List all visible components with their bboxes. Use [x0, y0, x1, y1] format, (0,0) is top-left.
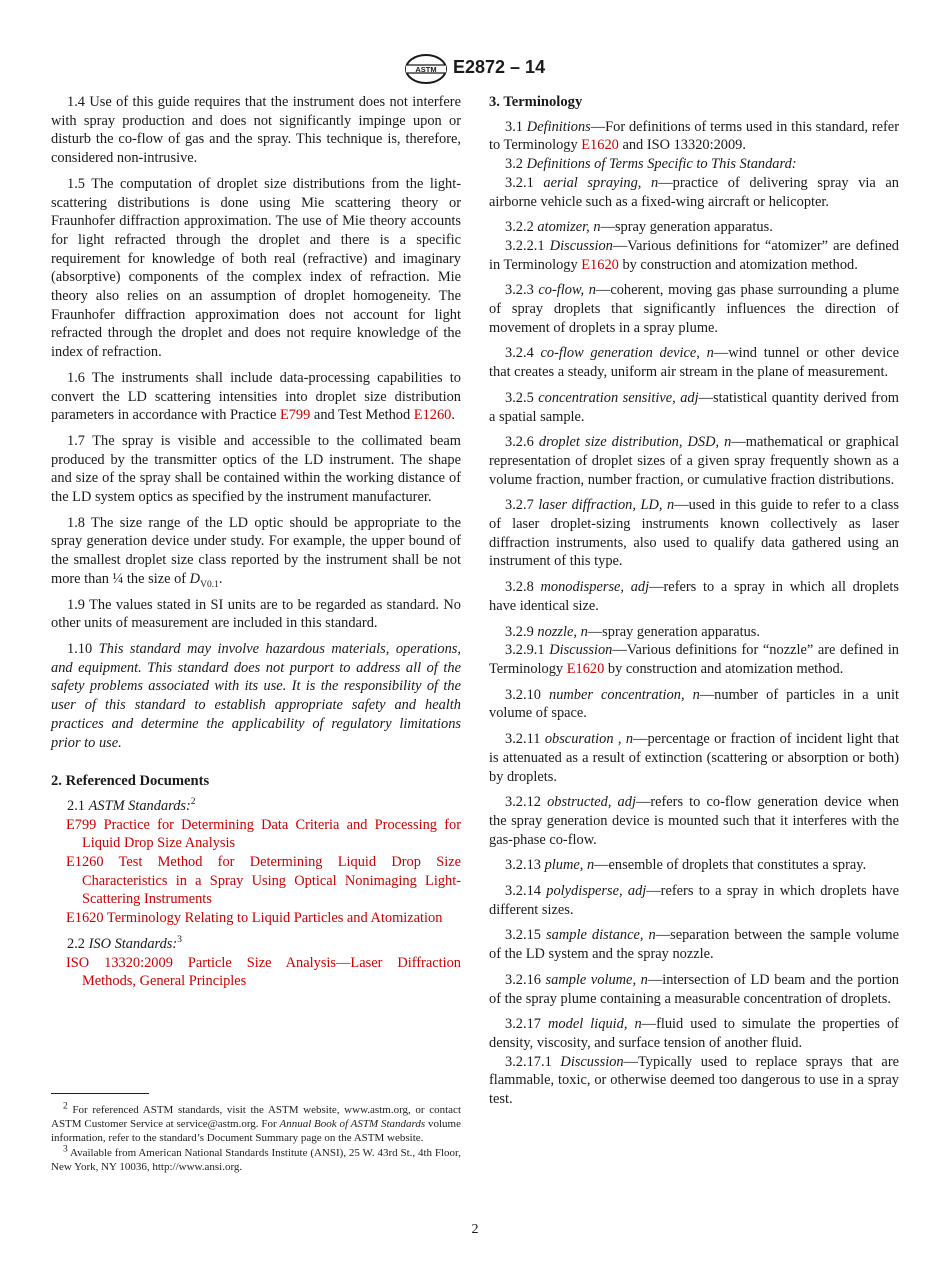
- definition-number: 3.2.7: [505, 497, 539, 514]
- para-1-7: 1.7 The spray is visible and accessible to the collimated beam produced by the transmitter optics of the LD instrument. The shape and size of the spray shall be contained within the working distance of the LD system optics as specified by the instrument manufacturer.: [51, 432, 461, 506]
- definition-text: —Typically used to replace sprays that are flammable, toxic, or otherwise deemed too dangerous to use in a spray test.: [489, 1053, 900, 1108]
- definition-item: [489, 882, 899, 919]
- definition-term: concentration sensitive, adj: [538, 389, 699, 406]
- link-e1620[interactable]: E1620: [566, 660, 605, 677]
- definition-term: model liquid, n: [548, 1016, 642, 1033]
- reference-title[interactable]: Terminology Relating to Liquid Particles and Atomization: [103, 910, 443, 927]
- definition-number: 3.2.3: [505, 282, 539, 299]
- definition-item: [489, 389, 899, 426]
- reference-item: [51, 816, 461, 853]
- reference-title[interactable]: Practice for Determining Data Criteria and Processing for Liquid Drop Size Analysis: [82, 816, 461, 852]
- definition-item: [489, 1015, 899, 1052]
- definition-item: [489, 926, 899, 963]
- definition-item: [489, 218, 899, 237]
- section-3-heading: 3. Terminology: [489, 94, 583, 110]
- para-1-6: 1.6 The instruments shall include data-processing capabilities to convert the LD scattering intensities into droplet size distribution parameters in accordance with Practice E799 and Test Method E1260.: [51, 369, 461, 424]
- reference-title[interactable]: Test Method for Determining Liquid Drop Size Characteristics in a Spray Using Optical Nonimaging Light-Scattering Instruments: [82, 854, 461, 908]
- section-2-heading: 2. Referenced Documents: [51, 773, 210, 790]
- definition-item: [489, 641, 899, 678]
- link-e799[interactable]: E799: [279, 407, 311, 424]
- definition-text: —spray generation apparatus.: [600, 219, 773, 236]
- footnote-2: $^2$ For referenced ASTM standards, visit the ASTM website, www.astm.org, or contact ASTM Customer Service at service@astm.org. For Annual Book of ASTM Standards volume information, refer to the standard’s Document Summary page on the ASTM website.: [51, 1101, 461, 1144]
- definition-term: obscuration , n: [544, 731, 634, 748]
- reference-code-link[interactable]: E799: [66, 816, 97, 833]
- definition-text: —wind tunnel or other device that creates a steady, uniform air stream in the plane of measurement.: [489, 345, 899, 381]
- para-3-1: 3.1 Definitions—For definitions of terms used in this standard, refer to Terminology E1620 and ISO 13320:2009.: [489, 118, 899, 154]
- para-2-2: 2.2 ISO Standards:$^3$: [67, 935, 182, 952]
- definition-number: 3.2.10: [505, 686, 550, 703]
- definition-item: [489, 578, 899, 615]
- definition-term: number concentration, n: [549, 686, 700, 703]
- para-1-8: 1.8 The size range of the LD optic should be appropriate to the spray generation device under study. For example, the upper bound of the smallest droplet size class reported by the instrument shall be not more than ¼ the size of $D_{V0.1}$.: [51, 514, 461, 590]
- reference-code-link[interactable]: ISO 13320:2009: [66, 954, 173, 971]
- definition-term: co-flow, n: [538, 282, 596, 299]
- definition-text: —Various definitions for “atomizer” are defined in Terminology: [489, 237, 900, 273]
- definition-item: [489, 344, 899, 381]
- definition-item: [489, 730, 899, 786]
- definition-number: 3.2.5: [505, 389, 539, 406]
- definition-number: 3.2.9.1: [505, 642, 550, 659]
- definition-number: 3.2.13: [505, 857, 545, 874]
- definition-text: —statistical quantity derived from a spatial sample.: [489, 389, 899, 425]
- definition-term: Discussion: [560, 1053, 624, 1070]
- definition-number: 3.2.12: [505, 794, 548, 811]
- definition-item: [489, 496, 899, 571]
- definition-item: [489, 856, 899, 875]
- definition-number: 3.2.17: [505, 1016, 549, 1033]
- definition-term: nozzle, n: [537, 623, 588, 640]
- document-id: E2872 – 14: [453, 57, 546, 77]
- definition-item: [489, 174, 899, 211]
- iso-reference-list: [51, 954, 461, 991]
- definition-number: 3.2.2.1: [505, 237, 550, 254]
- para-1-4: 1.4 Use of this guide requires that the instrument does not interfere with spray production and does not significantly impinge upon or disturb the co-flow of gas and the spray. This technique is, therefore, considered non-intrusive.: [51, 94, 461, 167]
- definition-term: Discussion: [549, 237, 613, 254]
- definition-term: atomizer, n: [537, 219, 601, 236]
- definition-item: [489, 433, 899, 489]
- definition-text: —intersection of LD beam and the portion of the spray plume containing a measurable concentration of droplets.: [489, 971, 899, 1007]
- link-e1260[interactable]: E1260: [413, 407, 452, 424]
- definition-list: [489, 174, 899, 1109]
- svg-text:ASTM: ASTM: [415, 65, 437, 74]
- definition-number: 3.2.14: [505, 883, 547, 900]
- definition-number: 3.2.2: [505, 219, 538, 236]
- definition-text: by construction and atomization method.: [604, 660, 844, 677]
- footnote-3: $^3$ Available from American National Standards Institute (ANSI), 25 W. 43rd St., 4th Floor, New York, NY 10036, http://www.ansi.org.: [51, 1144, 461, 1173]
- reference-item: [51, 954, 461, 991]
- page-number: 2: [471, 1222, 479, 1237]
- definition-term: co-flow generation device, n: [540, 345, 714, 362]
- link-e1620[interactable]: E1620: [581, 256, 619, 273]
- definition-item: [489, 237, 899, 274]
- definition-number: 3.2.15: [505, 927, 547, 944]
- footnote-divider: [51, 1093, 149, 1094]
- definition-text: —number of particles in a unit volume of space.: [489, 686, 899, 722]
- definition-term: polydisperse, adj: [546, 883, 647, 900]
- definition-term: Discussion: [549, 642, 613, 659]
- definition-number: 3.2.9: [505, 623, 538, 640]
- reference-code-link[interactable]: E1620: [66, 910, 104, 927]
- definition-text: —coherent, moving gas phase surrounding a plume of spray droplets that significantly influences the direction of movement of droplets in a spray plume.: [489, 282, 899, 336]
- definition-number: 3.2.1: [505, 174, 544, 191]
- link-e1620[interactable]: E1620: [581, 137, 619, 154]
- definition-text: —percentage or fraction of incident light that is attenuated as a result of extinction (scattering or absorption or both) by droplets.: [489, 731, 899, 785]
- definition-item: [489, 971, 899, 1008]
- definition-term: sample volume, n: [545, 971, 648, 988]
- astm-reference-list: [51, 816, 461, 928]
- definition-text: —refers to a spray in which droplets have different sizes.: [489, 883, 900, 918]
- definition-term: sample distance, n: [546, 927, 656, 944]
- para-2-1: 2.1 ASTM Standards:$^2$: [67, 797, 196, 814]
- definition-term: laser diffraction, LD, n: [538, 497, 675, 514]
- definition-number: 3.2.16: [505, 971, 546, 988]
- definition-text: —ensemble of droplets that constitutes a spray.: [594, 857, 867, 874]
- astm-logo-icon: [404, 54, 448, 84]
- reference-item: [51, 909, 461, 928]
- para-3-2: 3.2 Definitions of Terms Specific to This Standard:: [505, 156, 797, 173]
- page-header: [0, 54, 950, 84]
- definition-number: 3.2.6: [505, 434, 539, 451]
- definition-term: obstructed, adj: [547, 794, 636, 811]
- definition-text: —separation between the sample volume of the LD system and the spray nozzle.: [489, 927, 900, 963]
- definition-term: monodisperse, adj: [540, 579, 650, 596]
- definition-number: 3.2.11: [505, 731, 545, 748]
- definition-item: [489, 281, 899, 337]
- definition-number: 3.2.17.1: [505, 1053, 561, 1070]
- para-1-5: 1.5 The computation of droplet size distributions from the light-scattering distributions is done using Mie scattering theory or Fraunhofer diffraction approximation. The use of Mie theory accounts for light refracted through the droplet and there is a specific requirement for knowledge of both real (refractive) and imaginary (absorptive) components of the complex index of refraction. Mie theory also relies on an assumption of droplet homogeneity. The Fraunhofer diffraction approximation does not account for light refracted through the droplet and does not require knowledge of the index of refraction.: [51, 175, 461, 361]
- right-column: [489, 93, 899, 1116]
- definition-text: —spray generation apparatus.: [587, 623, 760, 640]
- left-column: [51, 93, 461, 998]
- definition-term: droplet size distribution, DSD, n: [538, 434, 732, 451]
- para-1-9: 1.9 The values stated in SI units are to be regarded as standard. No other units of measurement are included in this standard.: [51, 596, 461, 632]
- definition-text: by construction and atomization method.: [618, 256, 858, 273]
- definition-text: —used in this guide to refer to a class of laser droplet-sizing instruments known collectively as laser diffraction instruments, also used to qualify data gathered using an instrument of this type.: [489, 497, 899, 570]
- reference-title[interactable]: Particle Size Analysis—Laser Diffraction Methods, General Principles: [82, 954, 461, 990]
- reference-item: [51, 853, 461, 909]
- definition-text: —refers to co-flow generation device when the spray generation device is mounted such that it interferes with the gas-phase co-flow.: [489, 794, 900, 848]
- definition-text: —mathematical or graphical representation of droplet sizes of a given spray frequently shown as a volume fraction, number fraction, or cumulative fraction distributions.: [489, 434, 899, 488]
- para-1-10: 1.10 This standard may involve hazardous materials, operations, and equipment. This standard does not purport to address all of the safety problems associated with its use. It is the responsibility of the user of this standard to establish appropriate safety and health practices and determine the applicability of regulatory limitations prior to use.: [51, 640, 462, 751]
- definition-item: [489, 686, 899, 723]
- definition-item: [489, 793, 899, 849]
- definition-text: —Various definitions for “nozzle” are defined in Terminology: [489, 642, 900, 677]
- definition-term: plume, n: [544, 857, 595, 874]
- definition-number: 3.2.4: [505, 345, 541, 362]
- definition-text: —refers to a spray in which all droplets have identical size.: [489, 579, 900, 614]
- definition-item: [489, 623, 899, 642]
- definition-number: 3.2.8: [505, 579, 541, 596]
- definition-text: —fluid used to simulate the properties of density, viscosity, and surface tension of another fluid.: [489, 1016, 899, 1051]
- definition-item: [489, 1053, 899, 1109]
- definition-text: —practice of delivering spray via an airborne vehicle such as a fixed-wing aircraft or helicopter.: [489, 174, 899, 210]
- reference-code-link[interactable]: E1260: [66, 854, 104, 871]
- footnotes: [51, 1103, 461, 1175]
- definition-term: aerial spraying, n: [543, 174, 659, 191]
